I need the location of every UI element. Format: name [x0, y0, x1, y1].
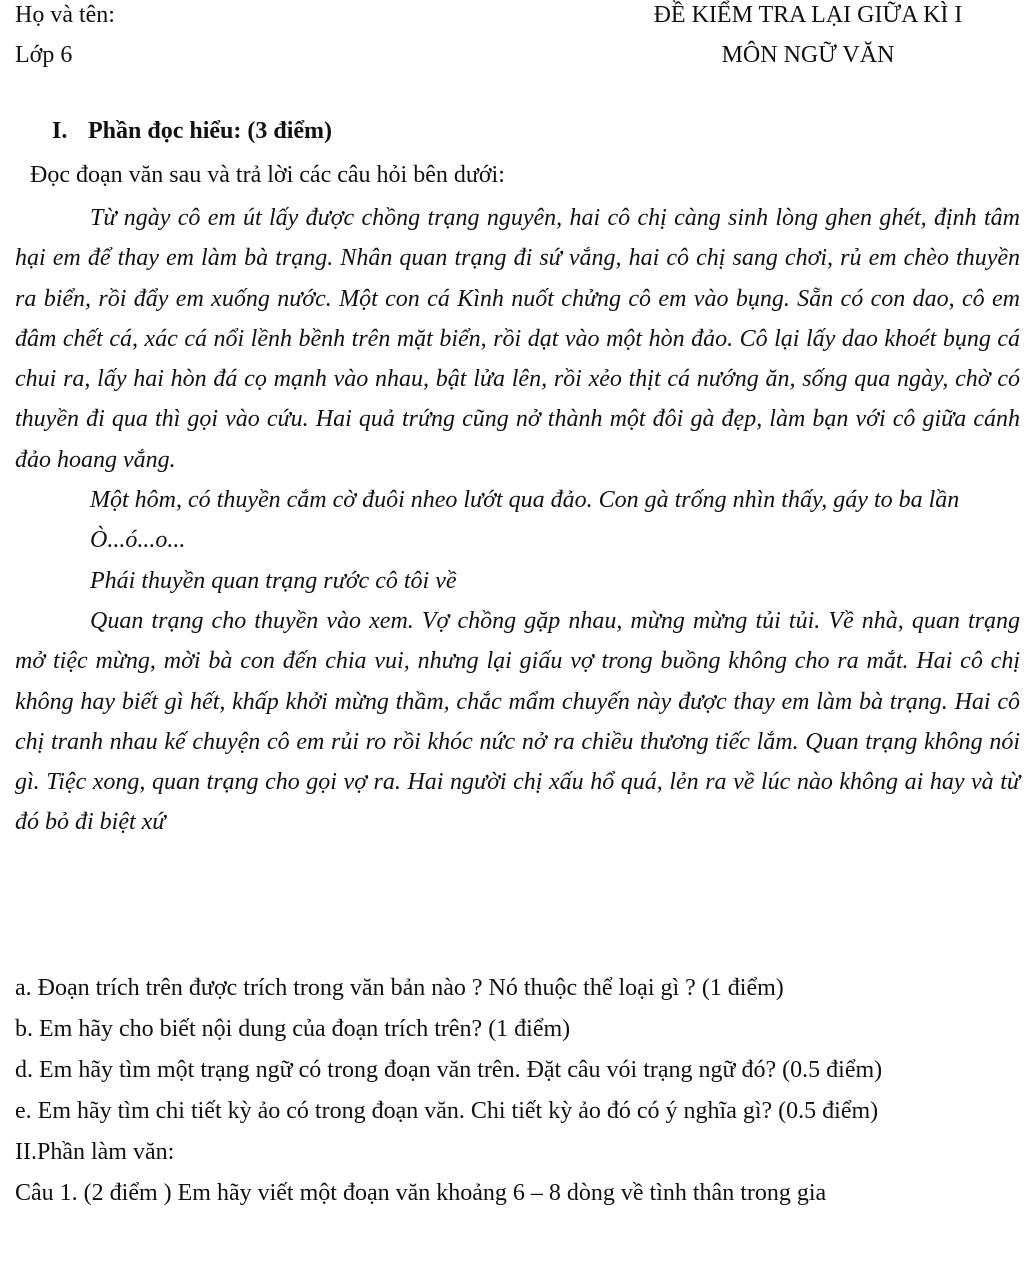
student-name-label: Họ và tên: [15, 2, 115, 28]
section-2-title: II.Phần làm văn: [15, 1139, 175, 1165]
question-d: d. Em hãy tìm một trạng ngữ có trong đoạn văn trên. Đặt câu vói trạng ngữ đó? (0.5 điểm) [15, 1057, 883, 1083]
class-label: Lớp 6 [15, 42, 73, 68]
passage-paragraph: Từ ngày cô em út lấy được chồng trạng nguyên, hai cô chị càng sinh lòng ghen ghét, định tâm hại em để thay em làm bà trạng. Nhân quan trạng đi sứ vắng, hai cô chị sang chơi, rủ em chèo thuyền ra biển, rồi đẩy em xuống nước. Một con cá Kình nuốt chửng cô em vào bụng. Sẵn có con dao, cô em đâm chết cá, xác cá nổi lềnh bềnh trên mặt biển, rồi dạt vào một hòn đảo. Cô lại lấy dao khoét bụng cá chui ra, lấy hai hòn đá cọ mạnh vào nhau, bật lửa lên, rồi xẻo thịt cá nướng ăn, sống qua ngày, chờ có thuyền đi qua thì gọi vào cứu. Hai quả trứng cũng nở thành một đôi gà đẹp, làm bạn với cô giữa cánh đảo hoang vắng. [15, 205, 1020, 473]
passage-rooster-call: Ò...ó...o... [90, 527, 186, 554]
question-list [15, 968, 1020, 1214]
question-a: a. Đoạn trích trên được trích trong văn bản nào ? Nó thuộc thể loại gì ? (1 điểm) [15, 975, 784, 1001]
question-e: e. Em hãy tìm chi tiết kỳ ảo có trong đoạn văn. Chi tiết kỳ ảo đó có ý nghĩa gì? (0.5 điểm) [15, 1098, 879, 1124]
subject-title: MÔN NGỮ VĂN [721, 42, 895, 68]
exam-title: ĐỀ KIỂM TRA LẠI GIỮA KÌ I [653, 2, 963, 28]
passage-paragraph: Quan trạng cho thuyền vào xem. Vợ chồng gặp nhau, mừng mừng tủi tủi. Về nhà, quan trạng mở tiệc mừng, mời bà con đến chia vui, nhưng lại giấu vợ trong buồng không cho ra mắt. Hai cô chị không hay biết gì hết, khấp khởi mừng thầm, chắc mẩm chuyến này được thay em làm bà trạng. Hai cô chị tranh nhau kế chuyện cô em rủi ro rồi khóc nức nở ra chiều thương tiếc lắm. Quan trạng không nói gì. Tiệc xong, quan trạng cho gọi vợ ra. Hai người chị xấu hổ quá, lẻn ra về lúc nào không ai hay và từ đó bỏ đi biệt xứ [15, 607, 1020, 836]
passage-rooster-call: Phái thuyền quan trạng rước cô tôi về [90, 567, 457, 594]
question-b: b. Em hãy cho biết nội dung của đoạn trích trên? (1 điểm) [15, 1016, 571, 1042]
reading-passage [15, 198, 1020, 843]
section-1-title: Phần đọc hiểu: (3 điểm) [88, 118, 333, 144]
reading-instruction: Đọc đoạn văn sau và trả lời các câu hỏi bên dưới: [30, 162, 505, 188]
section-1-heading [52, 118, 332, 145]
passage-paragraph: Một hôm, có thuyền cắm cờ đuôi nheo lướt qua đảo. Con gà trống nhìn thấy, gáy to ba lần [90, 487, 960, 514]
writing-question-1: Câu 1. (2 điểm ) Em hãy viết một đoạn văn khoảng 6 – 8 dòng về tình thân trong gia [15, 1180, 827, 1206]
section-1-number: I. [52, 118, 68, 144]
